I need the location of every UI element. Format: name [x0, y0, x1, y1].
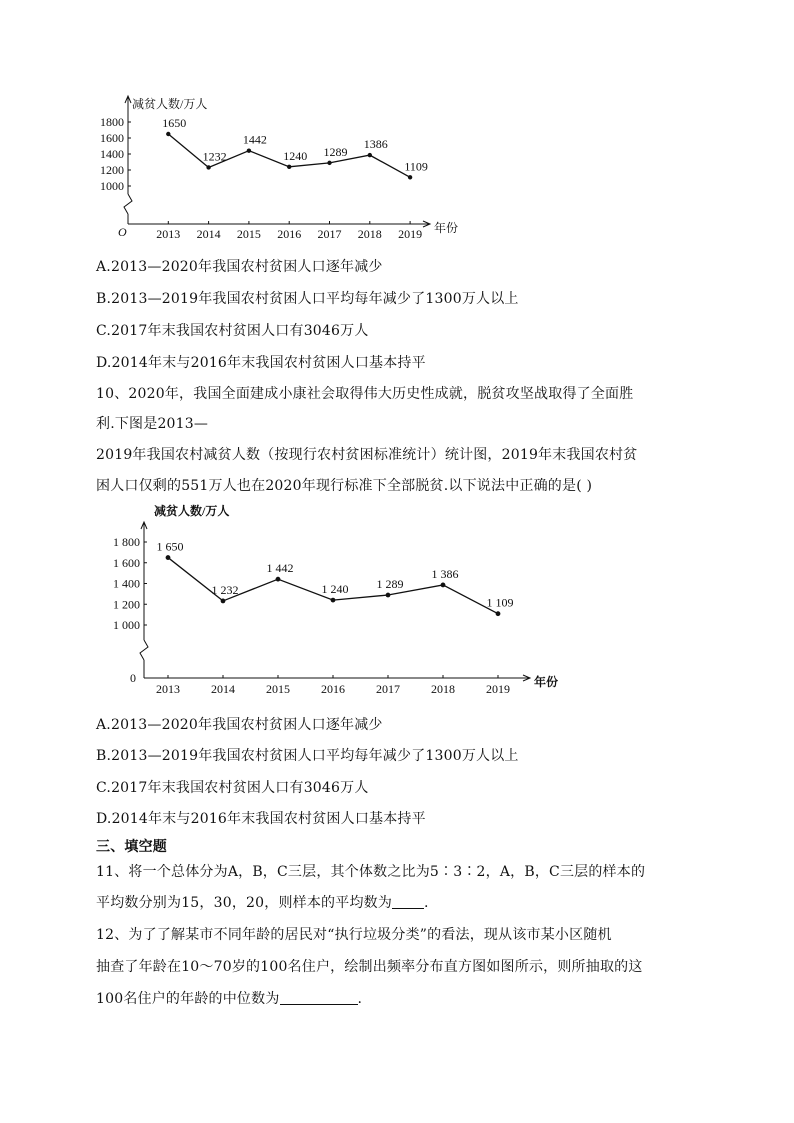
chart1-data-label: 1289: [323, 144, 348, 159]
chart2-data-label: 1 240: [321, 582, 349, 597]
chart1-y-tick-label: 1600: [100, 131, 124, 145]
chart1-x-tick-label: 2016: [277, 227, 302, 241]
q9-option-c: C.2017年末我国农村贫困人口有3046万人: [96, 323, 369, 339]
chart2-data-label: 1 650: [156, 539, 184, 554]
chart2-data-point: [496, 611, 501, 616]
chart1-x-axis-label: 年份: [434, 221, 459, 235]
chart1-x-tick-label: 2018: [357, 227, 382, 241]
q11-line-2: [96, 892, 429, 912]
chart1-x-tick-label: 2015: [236, 227, 261, 241]
q10-option-a: A.2013—2020年我国农村贫困人口逐年减少: [96, 717, 383, 733]
q11-line-1: 11、将一个总体分为A，B，C三层，其个体数之比为5∶3∶2，A，B，C三层的样本的: [96, 864, 646, 880]
q11-period: .: [424, 895, 429, 911]
chart1-y-tick-label: 1200: [100, 163, 124, 177]
chart1-data-point: [368, 153, 372, 157]
chart1-origin-label: O: [118, 225, 127, 239]
chart2-x-axis-label: 年份: [534, 675, 559, 689]
chart2-x-tick-label: 2016: [321, 682, 345, 696]
chart1-y-tick-label: 1400: [100, 147, 124, 161]
chart2-data-point: [276, 577, 281, 582]
q10-option-d: D.2014年末与2016年末我国农村贫困人口基本持平: [96, 811, 426, 827]
q11-text: 平均数分别为15，30，20，则样本的平均数为: [96, 895, 393, 911]
chart1-x-tick-label: 2014: [196, 227, 221, 241]
chart1-data-label: 1232: [202, 149, 227, 164]
chart-1-svg: [100, 92, 459, 244]
chart1-x-tick-label: 2019: [398, 227, 423, 241]
chart1-x-tick-label: 2017: [317, 227, 342, 241]
q12-period: .: [357, 991, 363, 1007]
chart2-y-tick-label: 1 200: [113, 597, 140, 612]
chart2-data-point: [331, 598, 336, 603]
chart2-x-tick-label: 2013: [156, 682, 180, 696]
chart2-y-tick-label: 1 000: [113, 618, 140, 632]
chart2-x-tick-label: 2018: [431, 682, 455, 696]
chart1-data-label: 1386: [363, 137, 388, 152]
chart2-data-point: [166, 555, 171, 560]
chart-1: [100, 92, 459, 244]
q12-answer-blank[interactable]: [280, 990, 358, 1005]
q9-option-b: B.2013—2019年我国农村贫困人口平均每年减少了1300万人以上: [96, 291, 519, 307]
chart2-y-tick-label: 1 800: [113, 535, 140, 549]
q9-option-d: D.2014年末与2016年末我国农村贫困人口基本持平: [96, 355, 426, 371]
chart2-y-tick-label: 1 400: [113, 576, 140, 591]
chart1-axis-break: [124, 194, 132, 214]
chart-2-svg: [100, 500, 570, 700]
chart2-data-label: 1 109: [486, 595, 514, 610]
chart2-axis-break: [140, 640, 148, 660]
chart2-data-label: 1 232: [211, 582, 239, 597]
chart1-data-point: [247, 148, 251, 152]
chart2-data-point: [441, 583, 446, 588]
q11-answer-blank[interactable]: [392, 894, 424, 909]
chart1-data-label: 1650: [162, 116, 187, 130]
q10-stem-line-3: 2019年我国农村减贫人数（按现行农村贫困标准统计）统计图，2019年末我国农村贫: [96, 447, 638, 463]
chart2-x-tick-label: 2014: [211, 682, 235, 696]
q10-stem-line-1: 10、2020年，我国全面建成小康社会取得伟大历史性成就，脱贫攻坚战取得了全面胜: [96, 386, 634, 402]
chart1-y-axis-label: 减贫人数/万人: [132, 97, 208, 111]
q10-option-c: C.2017年末我国农村贫困人口有3046万人: [96, 780, 369, 796]
chart-2: [100, 500, 570, 700]
chart1-data-label: 1240: [283, 148, 308, 163]
chart2-data-label: 1 289: [376, 577, 404, 592]
chart1-y-tick-label: 1800: [100, 115, 124, 129]
chart2-y-axis-label: 减贫人数/万人: [154, 504, 230, 518]
chart1-data-label: 1442: [242, 132, 267, 147]
chart2-y-tick-label: 1 600: [113, 555, 140, 570]
q12-line-3: [96, 988, 362, 1008]
chart2-origin-label: 0: [130, 671, 136, 685]
chart1-y-tick-label: 1000: [100, 179, 124, 193]
chart2-data-point: [221, 599, 226, 604]
chart2-data-point: [386, 593, 391, 598]
chart1-data-point: [287, 165, 291, 169]
chart1-data-point: [327, 161, 331, 165]
q9-option-a: A.2013—2020年我国农村贫困人口逐年减少: [96, 259, 383, 275]
q10-stem-line-4: 困人口仅剩的551万人也在2020年现行标准下全部脱贫.以下说法中正确的是( ): [96, 478, 593, 494]
chart1-x-tick-label: 2013: [156, 227, 181, 241]
chart1-data-point: [166, 132, 170, 136]
chart1-data-point: [408, 175, 412, 179]
chart2-data-label: 1 442: [266, 561, 294, 576]
chart2-x-tick-label: 2017: [376, 682, 400, 696]
chart1-data-point: [206, 165, 210, 169]
q10-stem-line-2: 利.下图是2013—: [96, 416, 209, 432]
q12-line-1: 12、为了了解某市不同年龄的居民对“执行垃圾分类”的看法，现从该市某小区随机: [96, 927, 612, 943]
q12-line-2: 抽查了年龄在10～70岁的100名住户，绘制出频率分布直方图如图所示，则所抽取的这: [96, 959, 643, 975]
chart2-x-tick-label: 2019: [486, 682, 510, 696]
chart2-data-label: 1 386: [431, 566, 459, 581]
q12-text: 100名住户的年龄的中位数为: [96, 991, 280, 1007]
chart2-x-tick-label: 2015: [266, 682, 290, 696]
chart1-data-label: 1109: [404, 159, 428, 174]
section-3-heading: 三、填空题: [96, 839, 167, 855]
q10-option-b: B.2013—2019年我国农村贫困人口平均每年减少了1300万人以上: [96, 748, 519, 764]
